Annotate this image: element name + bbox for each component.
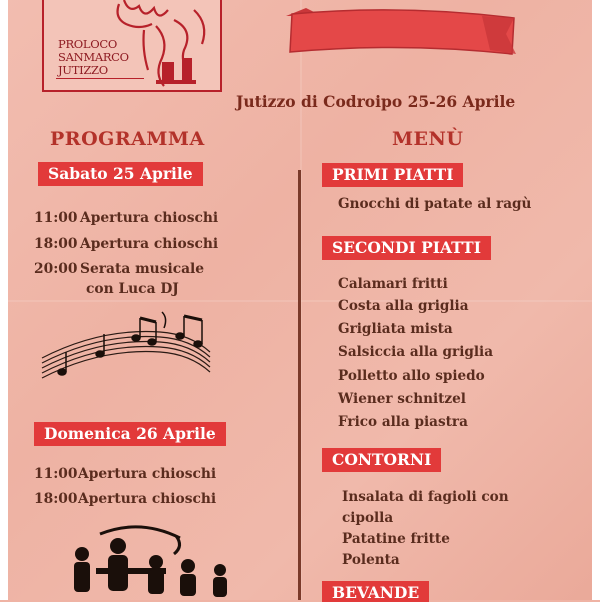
event-time: 11:00	[34, 466, 78, 482]
saturday-event-3	[34, 261, 204, 277]
event-time: 11:00	[34, 210, 78, 226]
logo-line-3: JUTIZZO	[58, 63, 108, 77]
proloco-logo	[42, 0, 222, 92]
bevande-badge: BEVANDE	[322, 581, 429, 602]
menu-item: Patatine fritte	[342, 531, 450, 547]
event-text: Apertura chioschi	[80, 236, 219, 252]
left-edge	[0, 0, 8, 600]
logo-rule	[56, 78, 144, 79]
menu-heading: MENÙ	[392, 128, 464, 150]
saturday-event-3-line2: con Luca DJ	[86, 281, 179, 297]
event-text: Apertura chioschi	[78, 491, 217, 507]
sunday-event-2	[34, 491, 216, 507]
contorni-badge: CONTORNI	[322, 448, 441, 472]
menu-item: Polletto allo spiedo	[338, 368, 485, 384]
bbq-crowd-icon	[60, 524, 240, 600]
event-text: Apertura chioschi	[80, 210, 219, 226]
logo-line-2: SANMARCO	[58, 50, 129, 64]
saturday-badge: Sabato 25 Aprile	[38, 162, 203, 186]
saturday-event-2	[34, 236, 218, 252]
sunday-badge: Domenica 26 Aprile	[34, 422, 226, 446]
event-text: Serata musicale	[80, 261, 205, 277]
saturday-event-1	[34, 210, 218, 226]
ribbon-banner	[282, 2, 522, 64]
event-time: 18:00	[34, 236, 78, 252]
event-text: Apertura chioschi	[78, 466, 217, 482]
event-time: 18:00	[34, 491, 78, 507]
menu-item: Gnocchi di patate al ragù	[338, 196, 532, 212]
primi-badge: PRIMI PIATTI	[322, 163, 463, 187]
right-edge	[592, 0, 600, 600]
logo-line-1: PROLOCO	[58, 37, 118, 51]
column-divider	[298, 170, 301, 600]
menu-item: Calamari fritti	[338, 276, 448, 292]
menu-item: Polenta	[342, 552, 400, 568]
menu-item: Grigliata mista	[338, 321, 453, 337]
menu-item: Insalata di fagioli con	[342, 489, 509, 505]
sunday-event-1	[34, 466, 216, 482]
secondi-badge: SECONDI PIATTI	[322, 236, 491, 260]
menu-item: Wiener schnitzel	[338, 391, 466, 407]
programma-heading: PROGRAMMA	[50, 128, 205, 150]
music-notes-icon	[40, 308, 220, 388]
menu-item: Salsiccia alla griglia	[338, 344, 494, 360]
event-time: 20:00	[34, 261, 78, 277]
menu-item: Costa alla griglia	[338, 298, 469, 314]
event-subtitle: Jutizzo di Codroipo 25-26 Aprile	[236, 92, 516, 111]
menu-item: cipolla	[342, 510, 394, 526]
menu-item: Frico alla piastra	[338, 414, 468, 430]
